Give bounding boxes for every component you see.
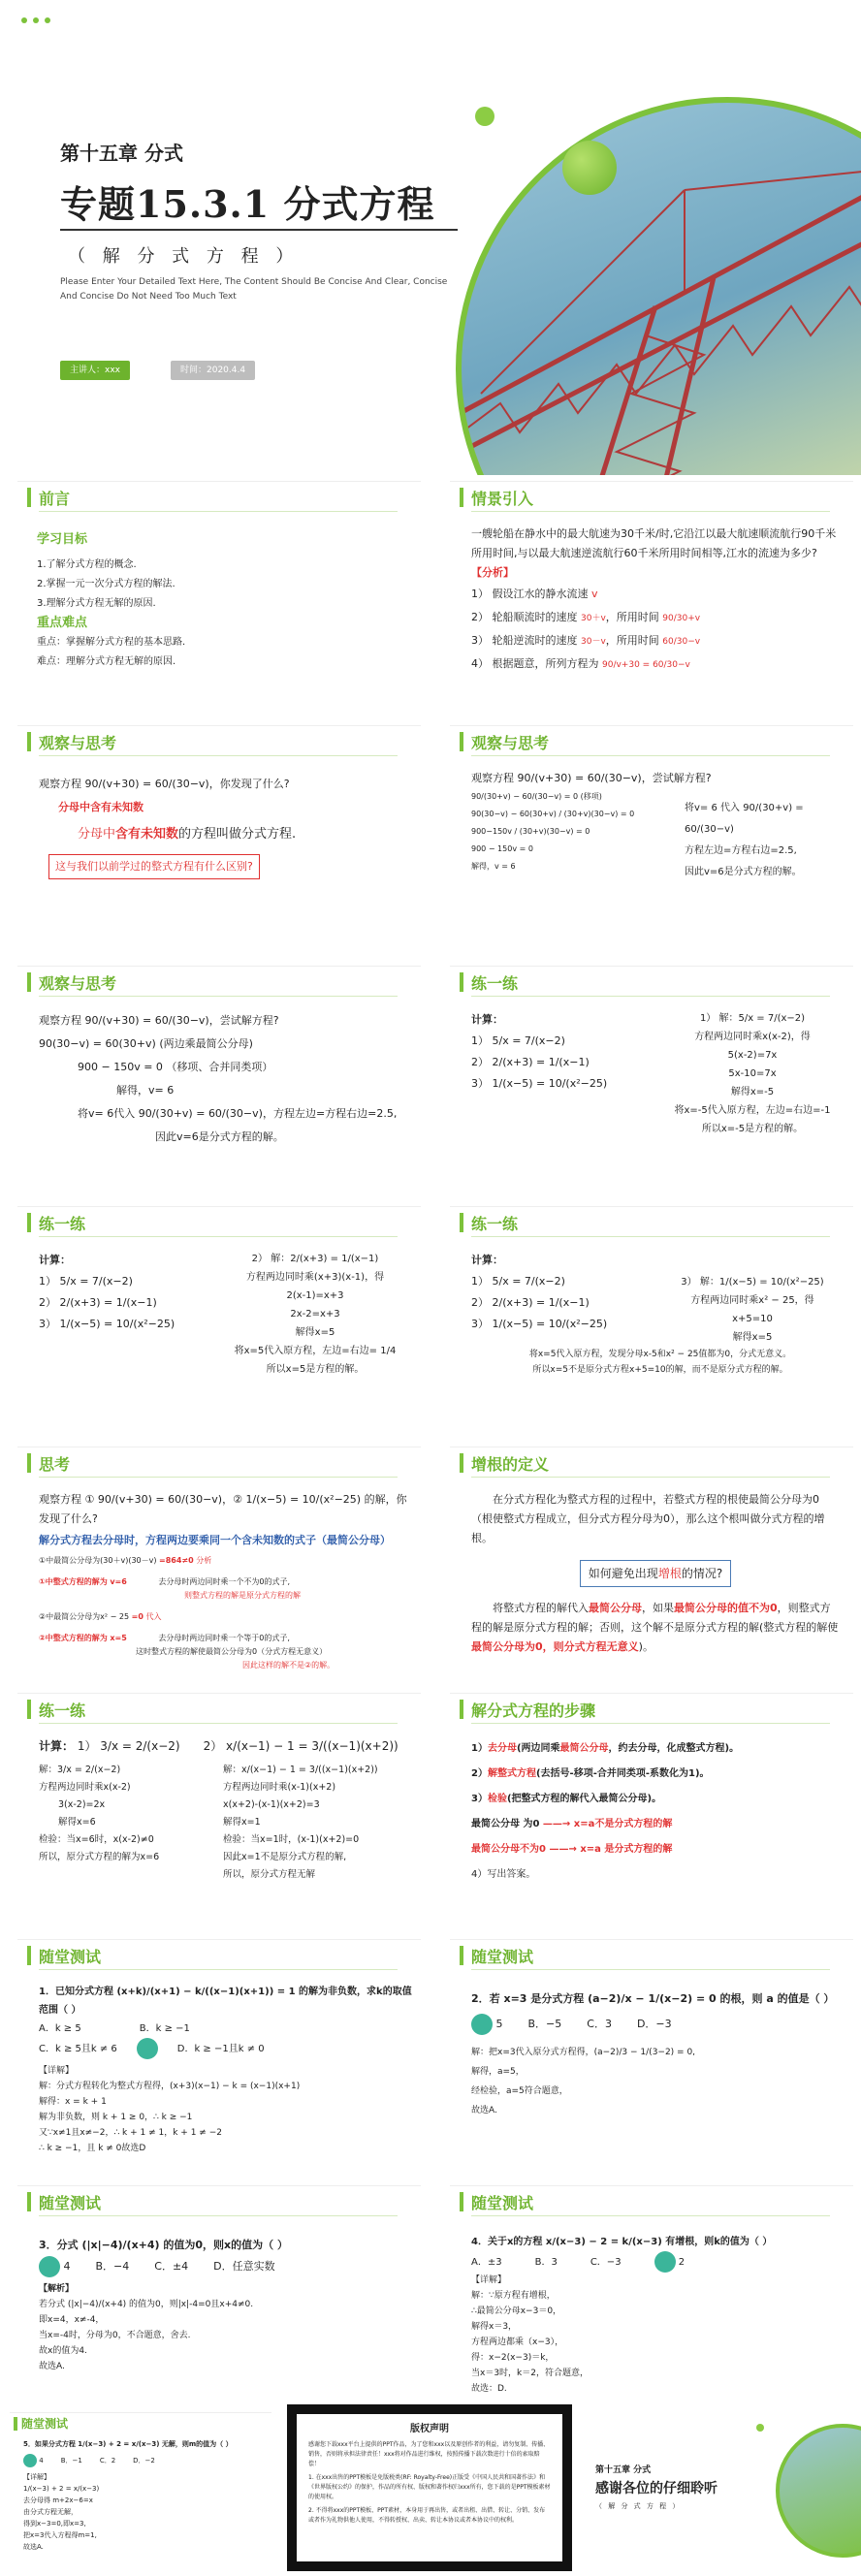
- s2-6: 所以，原分式方程无解: [223, 1869, 316, 1880]
- sol-6: 所以x=5是方程的解。: [266, 1364, 365, 1375]
- s3a: 3）: [471, 1794, 488, 1804]
- line-3: 解得x＝3，: [471, 2322, 518, 2332]
- question-box: 这与我们以前学过的整式方程有什么区别?: [48, 854, 260, 879]
- eq-2: 2） x/(x−1) − 1 = 3/((x−1)(x+2)): [203, 1739, 399, 1753]
- line-1: 1/(x−3) + 2 = x/(x−3): [23, 2485, 100, 2493]
- crane-photo: [456, 97, 861, 475]
- line-5: 把x=3代入方程得m=1,: [23, 2531, 97, 2539]
- copyright-slide: [287, 2404, 572, 2571]
- answer-marker: [137, 2038, 158, 2059]
- a3: 30－v: [581, 637, 606, 647]
- eq-2: 2） 2/(x+3) = 1/(x−1): [471, 1296, 590, 1309]
- answer-marker: [23, 2454, 37, 2467]
- line-5: ∴ k ≥ −1，且 k ≠ 0故选D: [39, 2144, 146, 2153]
- option-c: C．±4: [154, 2260, 189, 2273]
- time-badge: 时间：2020.4.4: [171, 361, 255, 380]
- slide-title: 随堂测试: [39, 2194, 102, 2212]
- slide-observe-2: [450, 725, 853, 949]
- s1a: 1）: [471, 1743, 488, 1754]
- p2b: 最简公分母: [589, 1602, 642, 1614]
- r4d: 这时整式方程的解使最简公分母为0（分式方程无意义）: [136, 1647, 328, 1656]
- presenter-badge: 主讲人：xxx: [60, 361, 130, 380]
- b2b: x=a 是分式方程的解: [580, 1844, 673, 1855]
- s1c: (两边同乘: [516, 1743, 560, 1754]
- b2a: 最简公分母不为0: [471, 1844, 546, 1855]
- r3a: ②中最简公分母为x² − 25: [39, 1612, 130, 1621]
- slide-title: 前言: [39, 490, 71, 508]
- slide-preface: [17, 481, 421, 705]
- slide-title: 练一练: [471, 974, 519, 993]
- option-a: A．k ≥ 5: [39, 2023, 81, 2034]
- step-5: 解得，v = 6: [471, 862, 516, 871]
- sol-2: x+5=10: [732, 1314, 773, 1324]
- s1-1: 方程两边同时乘x(x-2): [39, 1782, 131, 1793]
- s2-5: 因此x=1不是原分式方程的解,: [223, 1852, 347, 1862]
- slide-think: [17, 1447, 421, 1680]
- line-4: 方程两边都乘（x−3），: [471, 2337, 564, 2347]
- s1-3: 解得x=6: [58, 1817, 96, 1828]
- slide-title: 观察与思考: [39, 974, 117, 993]
- sol-3: 解得x=5: [732, 1332, 773, 1343]
- slide-title: 随堂测试: [21, 2417, 69, 2431]
- r3c: 代入: [145, 1612, 162, 1621]
- sol-4: 解得x=5: [295, 1327, 335, 1338]
- option-d: D．k ≥ −1且k ≠ 0: [176, 2043, 265, 2054]
- r2b: v=6: [110, 1577, 127, 1586]
- sol-head: 1） 解：5/x = 7/(x−2): [699, 1013, 806, 1024]
- check-1: 将v= 6 代入 90/(30+v) = 60/(30−v): [685, 803, 804, 835]
- slide-quiz-3: [17, 2185, 421, 2400]
- sol-1: 方程两边同时乘x² − 25，得: [690, 1295, 814, 1306]
- eq-1: 1） 5/x = 7/(x−2): [471, 1275, 565, 1288]
- line-2: 去分母得 m+2x−6=x: [23, 2496, 93, 2504]
- q-b: 增根: [657, 1567, 682, 1580]
- slide-title: 练一练: [471, 1215, 519, 1233]
- line-3: 由分式方程无解，: [23, 2508, 78, 2516]
- q2b: ，所用时间: [605, 611, 659, 623]
- check: 将x=5代入原方程，发现分母x-5和x² − 25值都为0，分式无意义。: [528, 1350, 792, 1359]
- rule: 解分式方程去分母时，方程两边要乘同一个含未知数的式子（最简公分母）: [39, 1534, 391, 1546]
- slide-practice-3: [450, 1206, 853, 1430]
- slide-observe-1: [17, 725, 421, 949]
- answer-marker: [654, 2251, 676, 2273]
- slide-title: 随堂测试: [471, 2194, 534, 2212]
- s1-4: 检验：当x=6时，x(x-2)≠0: [39, 1834, 154, 1845]
- p2a: 将整式方程的解代入: [493, 1602, 589, 1614]
- decor-dot: [756, 2424, 764, 2432]
- r4b: x=5: [110, 1634, 127, 1642]
- title-divider: [60, 229, 458, 231]
- r3b: =0: [131, 1612, 144, 1621]
- line-7: 故选：D.: [471, 2384, 507, 2394]
- slide-scenario: [450, 481, 853, 705]
- question: 2．若 x=3 是分式方程 (a−2)/x − 1/(x−2) = 0 的根，则 a 的值是（ ）: [471, 1992, 835, 2005]
- thanks-title: 感谢各位的仔细聆听: [595, 2481, 718, 2496]
- def-c: 的方程叫做分式方程.: [178, 827, 297, 842]
- line-1: 解：把x=3代入原分式方程得，(a−2)/3 − 1/(3−2) = 0,: [471, 2048, 696, 2057]
- check-3: 因此v=6是分式方程的解。: [685, 867, 802, 877]
- line-6: 当x＝3时，k＝2，符合题意，: [471, 2369, 589, 2378]
- sol-2: 2(x-1)=x+3: [286, 1290, 344, 1301]
- option-c: C．−3: [590, 2256, 622, 2268]
- s2-4: 检验：当x=1时，(x-1)(x+2)=0: [223, 1834, 360, 1845]
- sol-1: 方程两边同时乘(x+3)(x-1)，得: [245, 1272, 385, 1283]
- r1c: 分析: [196, 1556, 212, 1565]
- sol-3: 2x-2=x+3: [290, 1309, 340, 1320]
- r2d: 则整式方程的解是原分式方程的解: [184, 1591, 301, 1600]
- slide-title: 练一练: [39, 1701, 86, 1720]
- slide-title: 随堂测试: [471, 1948, 534, 1966]
- option-a: 5: [495, 2018, 503, 2030]
- slide-title: 观察与思考: [471, 734, 550, 752]
- step-2: 900 − 150v = 0 （移项、合并同类项）: [78, 1061, 273, 1073]
- s1d: 最简公分母: [559, 1743, 609, 1754]
- sol-3: 5x-10=7x: [728, 1068, 777, 1079]
- f4: 90/v+30 = 60/30−v: [602, 660, 690, 670]
- s1-2: 3(x-2)=2x: [58, 1799, 106, 1810]
- sol-5: 将x=5代入原方程，左边=右边= 1/4: [234, 1346, 397, 1356]
- line-4: 故x的值为4.: [39, 2346, 87, 2356]
- def-a: 分母中: [78, 827, 116, 842]
- slide-quiz-2: [450, 1939, 853, 2173]
- step-2: 90(30−v) − 60(30+v) / (30+v)(30−v) = 0: [471, 810, 635, 818]
- detail-label: 【详解】: [39, 2066, 75, 2076]
- eq-1: 1） 3/x = 2/(x−2): [77, 1739, 180, 1753]
- step-1: 90/(30+v) − 60/(30−v) = 0 (移项): [471, 792, 602, 801]
- conclusion: 所以x=5不是原分式方程x+5=10的解，而不是原分式方程的解。: [532, 1365, 788, 1375]
- slide-title: 增根的定义: [471, 1455, 550, 1474]
- option-c: C．3: [587, 2018, 612, 2030]
- line-1: 解：分式方程转化为整式方程得，(x+3)(x−1) − k = (x−1)(x+1): [39, 2082, 301, 2091]
- slide-title: 观察与思考: [39, 734, 117, 752]
- sol-2: 5(x-2)=7x: [727, 1050, 778, 1061]
- p2e: ，则整式方程的解是原分式方程的解: [471, 1602, 831, 1634]
- slide-observe-3: [17, 966, 421, 1190]
- r1a: ①中最简公分母为(30＋v)(30－v): [39, 1556, 157, 1565]
- detail-label: 【详解】: [23, 2473, 50, 2481]
- eq-2: 2） 2/(x+3) = 1/(x−1): [471, 1056, 590, 1068]
- note: 分母中含有未知数: [58, 801, 144, 813]
- eq-3: 3） 1/(x−5) = 10/(x²−25): [39, 1318, 175, 1330]
- sol-4: 解得x=-5: [730, 1087, 775, 1097]
- eq-3: 3） 1/(x−5) = 10/(x²−25): [471, 1318, 608, 1330]
- thanks-subtitle: （ 解 分 式 方 程 ）: [595, 2502, 682, 2510]
- a1: v: [591, 588, 598, 600]
- p2c: ，如果: [642, 1602, 674, 1614]
- sol-head: 3） 解：1/(x−5) = 10/(x²−25): [681, 1277, 824, 1288]
- q2: 2） 轮船顺流时的速度: [471, 611, 578, 623]
- eq-2: 2） 2/(x+3) = 1/(x−1): [39, 1296, 157, 1309]
- page-title: 专题15.3.1 分式方程: [60, 182, 435, 226]
- q-c: 的情况?: [681, 1567, 723, 1580]
- option-b: B．−5: [527, 2018, 562, 2030]
- eq-1: 1） 5/x = 7/(x−2): [471, 1034, 565, 1047]
- step-1: 90(30−v) = 60(30+v) (两边乘最简公分母): [39, 1037, 253, 1050]
- copyright-p3: 2. 不得将xxx的PPT模板、PPT素材，本身用于再出售，或者出租、出借、转让、分销、发布或者作为礼物供他人使用，不得转授权、出卖、转让本协议或者本协议中的权利。: [308, 2507, 546, 2524]
- copyright-p1: 感谢您下载xxx平台上提供的PPT作品，为了您和xxx以及原创作者的利益，请勿复制、传播、销售，否则将承担法律责任！xxx将对作品进行维权，按照传播下载次数进行十倍的索取赔偿！: [308, 2441, 550, 2467]
- s2a: 2）: [471, 1768, 488, 1779]
- s2-2: x(x+2)-(x-1)(x+2)=3: [223, 1799, 320, 1810]
- s1-5: 所以，原分式方程的解为x=6: [39, 1852, 160, 1862]
- detail-label: 【解析】: [39, 2284, 75, 2294]
- f2: 90/30+v: [662, 614, 701, 623]
- q4: 4） 根据题意，所列方程为: [471, 657, 599, 670]
- question: 1．已知分式方程 (x+k)/(x+1) − k/((x−1)(x+1)) = 1 的解为非负数，求k的取值范围（ ）: [39, 1987, 412, 2016]
- p2h: )。: [638, 1640, 654, 1653]
- slide-quiz-1: [17, 1939, 421, 2173]
- calc-label: 计算：: [471, 1013, 503, 1026]
- s1-0: 解：3/x = 2/(x−2): [39, 1765, 121, 1775]
- slide-title: 解分式方程的步骤: [471, 1701, 596, 1720]
- a2: 30＋v: [581, 614, 606, 623]
- s1e: ，约去分母，化成整式方程)。: [608, 1743, 740, 1754]
- question: 观察方程 ① 90/(v+30) = 60/(30−v)，② 1/(x−5) = 10/(x²−25) 的解，你发现了什么?: [39, 1493, 407, 1525]
- answer-marker: [39, 2256, 60, 2277]
- s2-3: 解得x=1: [223, 1817, 261, 1828]
- line-4: 故选A.: [471, 2106, 497, 2115]
- copyright-p2: 1. 在xxx出售的PPT模板是免版税类(RF: Royalty-Free)正版受《中国人民共和国著作法》和《世界版权公约》的保护，作品的所有权、版权和著作权归xxx所有，您下载的是PPT模板素材的使用权。: [308, 2474, 551, 2500]
- b1a: 最简公分母 为0: [471, 1819, 540, 1829]
- s3c: (把整式方程的解代入最简公分母)。: [506, 1794, 662, 1804]
- option-a: A．±3: [471, 2256, 502, 2268]
- r4e: 因此这样的解不是②的解。: [242, 1661, 335, 1670]
- option-a: 4: [39, 2457, 44, 2465]
- q-a: 如何避免出现: [588, 1567, 658, 1580]
- goal-2: 2.掌握一元一次分式方程的解法.: [37, 579, 175, 589]
- line-3: 经检验，a=5符合题意，: [471, 2086, 568, 2096]
- scenario-text: 一艘轮船在静水中的最大航速为30千米/时,它沿江以最大航速顺流航行90千米所用时间,与以最大航速逆流航行60千米所用时间相等,江水的流速为多少?: [471, 527, 837, 559]
- s2-1: 方程两边同时乘(x-1)(x+2): [223, 1782, 336, 1793]
- slide-title: 情景引入: [471, 490, 534, 508]
- r4a: ②中整式方程的解为: [39, 1634, 108, 1642]
- s3b: 检验: [487, 1794, 507, 1804]
- calc-label: 计算：: [39, 1254, 71, 1266]
- line-2: 即x=4，x≠-4，: [39, 2315, 105, 2325]
- r1b: =864≠0: [159, 1556, 194, 1565]
- p2g: 最简公分母为0，则分式方程无意义: [471, 1640, 639, 1653]
- question: 观察方程 90/(v+30) = 60/(30−v)，你发现了什么?: [39, 778, 290, 790]
- definition: 在分式方程化为整式方程的过程中，若整式方程的根使最简公分母为0（根使整式方程成立，但分式方程分母为0），那么这个根叫做分式方程的增根。: [471, 1493, 825, 1544]
- difficulty: 难点：理解分式方程无解的原因.: [37, 656, 176, 667]
- line-2: ∴最简公分母x−3＝0，: [471, 2306, 562, 2316]
- cover-slide: [0, 0, 861, 475]
- subtitle: （ 解 分 式 方 程 ）: [68, 246, 300, 267]
- r4c: 去分母时两边同时乘一个等于0的式子,: [158, 1634, 290, 1642]
- line-1: 若分式 (|x|−4)/(x+4) 的值为0，则|x|-4=0且x+4≠0.: [39, 2300, 254, 2309]
- s2-0: 解：x/(x−1) − 1 = 3/((x−1)(x+2)): [223, 1765, 378, 1775]
- option-d: D．−3: [636, 2018, 672, 2030]
- question: 观察方程 90/(v+30) = 60/(30−v)，尝试解方程?: [471, 772, 712, 784]
- question: 4．关于x的方程 x/(x−3) − 2 = k/(x−3) 有增根，则k的值为（ ）: [471, 2237, 773, 2247]
- slide-quiz-4: [450, 2185, 853, 2400]
- step-3: 解得，v= 6: [116, 1084, 175, 1097]
- thanks-slide: [582, 2404, 861, 2576]
- intro-text: Please Enter Your Detailed Text Here, The Content Should Be Concise And Clear, Concise And Concise Do Not Need Too Much Text: [60, 277, 448, 302]
- slide-title: 练一练: [39, 1215, 86, 1233]
- option-b: B．−1: [60, 2457, 82, 2465]
- line-3: 当x=-4时，分母为0，不合题意，舍去.: [39, 2331, 191, 2340]
- option-b: B．3: [534, 2256, 558, 2268]
- key-point: 重点：掌握解分式方程的基本思路.: [37, 637, 186, 648]
- calc-label: 计算：: [39, 1739, 75, 1753]
- option-b: B．k ≥ −1: [139, 2023, 190, 2034]
- r2c: 去分母时两边同时乘一个不为0的式子,: [158, 1577, 290, 1586]
- s4: 4）写出答案。: [471, 1869, 536, 1880]
- line-5: 得：x−2(x−3)＝k，: [471, 2353, 555, 2363]
- goal-heading: 学习目标: [37, 532, 88, 547]
- f3: 60/30−v: [662, 637, 701, 647]
- sol-6: 所以x=-5是方程的解。: [701, 1124, 804, 1134]
- p2f: ；否则，这个解不是原分式方程的解(整式方程的解使: [589, 1621, 839, 1634]
- option-b: B．−4: [95, 2260, 130, 2273]
- question: 5．如果分式方程 1/(x−3) + 2 = x/(x−3) 无解，则m的值为（ ）: [23, 2440, 233, 2448]
- sol-5: 将x=-5代入原方程，左边=右边=-1: [674, 1105, 831, 1116]
- chapter-title: 第十五章 分式: [60, 142, 183, 165]
- s1b: 去分母: [487, 1743, 517, 1754]
- slide-title: 随堂测试: [39, 1948, 102, 1966]
- option-c: C．2: [99, 2457, 116, 2465]
- line-4: 又∵x≠1且x≠−2，∴ k + 1 ≠ 1，k + 1 ≠ −2: [39, 2128, 222, 2138]
- line-2: 解得，a=5，: [471, 2067, 525, 2077]
- slide-title: 思考: [39, 1455, 71, 1474]
- q3: 3） 轮船逆流时的速度: [471, 634, 578, 647]
- slide-steps: 解分式方程的步骤 1）去分母(两边同乘最简公分母，约去分母，化成整式方程)。 2）解整式方程(去括号-移项-合并同类项-系数化为1)。 3）检验(把整式方程的解代入最简公分母)。 最简公分母 为0 ——→ x=a不是分式方程的解 最简公分母不为0 ——→ x=a 是分式方程的解 4）写出答案。: [450, 1693, 853, 1926]
- r2a: ①中整式方程的解为: [39, 1577, 108, 1586]
- crane-photo-small: [776, 2424, 861, 2558]
- analysis-label: 【分析】: [471, 566, 514, 579]
- decor-dot: [475, 107, 494, 126]
- question: 观察方程 90/(v+30) = 60/(30−v)，尝试解方程?: [39, 1014, 279, 1027]
- q1: 1） 假设江水的静水流速: [471, 588, 589, 600]
- line-1: 解：∵原方程有增根，: [471, 2291, 556, 2301]
- s2c: (去括号-移项-合并同类项-系数化为1)。: [535, 1768, 710, 1779]
- q3b: ，所用时间: [605, 634, 659, 647]
- line-3: 解为非负数，则 k + 1 ≥ 0，∴ k ≥ −1: [39, 2113, 193, 2122]
- p2d: 最简公分母的值不为0: [674, 1602, 778, 1614]
- def-b: 含有未知数: [115, 827, 179, 842]
- eq-1: 1） 5/x = 7/(x−2): [39, 1275, 133, 1288]
- sol-1: 方程两边同时乘x(x-2)，得: [694, 1032, 811, 1042]
- answer-marker: [471, 2014, 493, 2035]
- option-c: C．k ≥ 5且k ≠ 6: [39, 2043, 117, 2054]
- sol-head: 2） 解：2/(x+3) = 1/(x−1): [251, 1254, 379, 1264]
- decor-ball: [562, 141, 617, 195]
- option-d: D．任意实数: [213, 2260, 275, 2273]
- slide-practice-4: [17, 1693, 421, 1926]
- detail-label: 【详解】: [471, 2275, 507, 2285]
- option-d: 2: [678, 2257, 686, 2268]
- step-4: 900 − 150v = 0: [471, 844, 533, 853]
- step-4: 将v= 6代入 90/(30+v) = 60/(30−v)，方程左边=方程右边=2.5,: [78, 1107, 398, 1120]
- key-heading: 重点难点: [37, 616, 88, 630]
- calc-label: 计算：: [471, 1254, 503, 1266]
- slide-extraneous-root: [450, 1447, 853, 1680]
- line-5: 故选A.: [39, 2362, 65, 2371]
- copyright-title: 版权声明: [410, 2424, 449, 2434]
- s2b: 解整式方程: [487, 1768, 536, 1779]
- slide-practice-2: [17, 1206, 421, 1430]
- goal-1: 1.了解分式方程的概念.: [37, 559, 137, 570]
- option-a: 4: [63, 2260, 71, 2273]
- line-4: 得到x−3=0,即x=3,: [23, 2520, 86, 2528]
- slide-quiz-5: [10, 2412, 271, 2573]
- step-5: 因此v=6是分式方程的解。: [155, 1130, 284, 1143]
- line-2: 解得：x = k + 1: [39, 2097, 107, 2107]
- b1b: x=a不是分式方程的解: [573, 1819, 673, 1829]
- option-d: D．−2: [133, 2457, 155, 2465]
- goal-3: 3.理解分式方程无解的原因.: [37, 598, 156, 609]
- slide-practice-1: [450, 966, 853, 1190]
- step-3: 900−150v / (30+v)(30−v) = 0: [471, 827, 590, 836]
- eq-3: 3） 1/(x−5) = 10/(x²−25): [471, 1077, 608, 1090]
- line-6: 故选A.: [23, 2543, 44, 2551]
- question: 3．分式 (|x|−4)/(x+4) 的值为0，则x的值为（ ）: [39, 2239, 288, 2251]
- thanks-chapter: 第十五章 分式: [595, 2465, 652, 2475]
- check-2: 方程左边=方程右边=2.5,: [685, 845, 797, 856]
